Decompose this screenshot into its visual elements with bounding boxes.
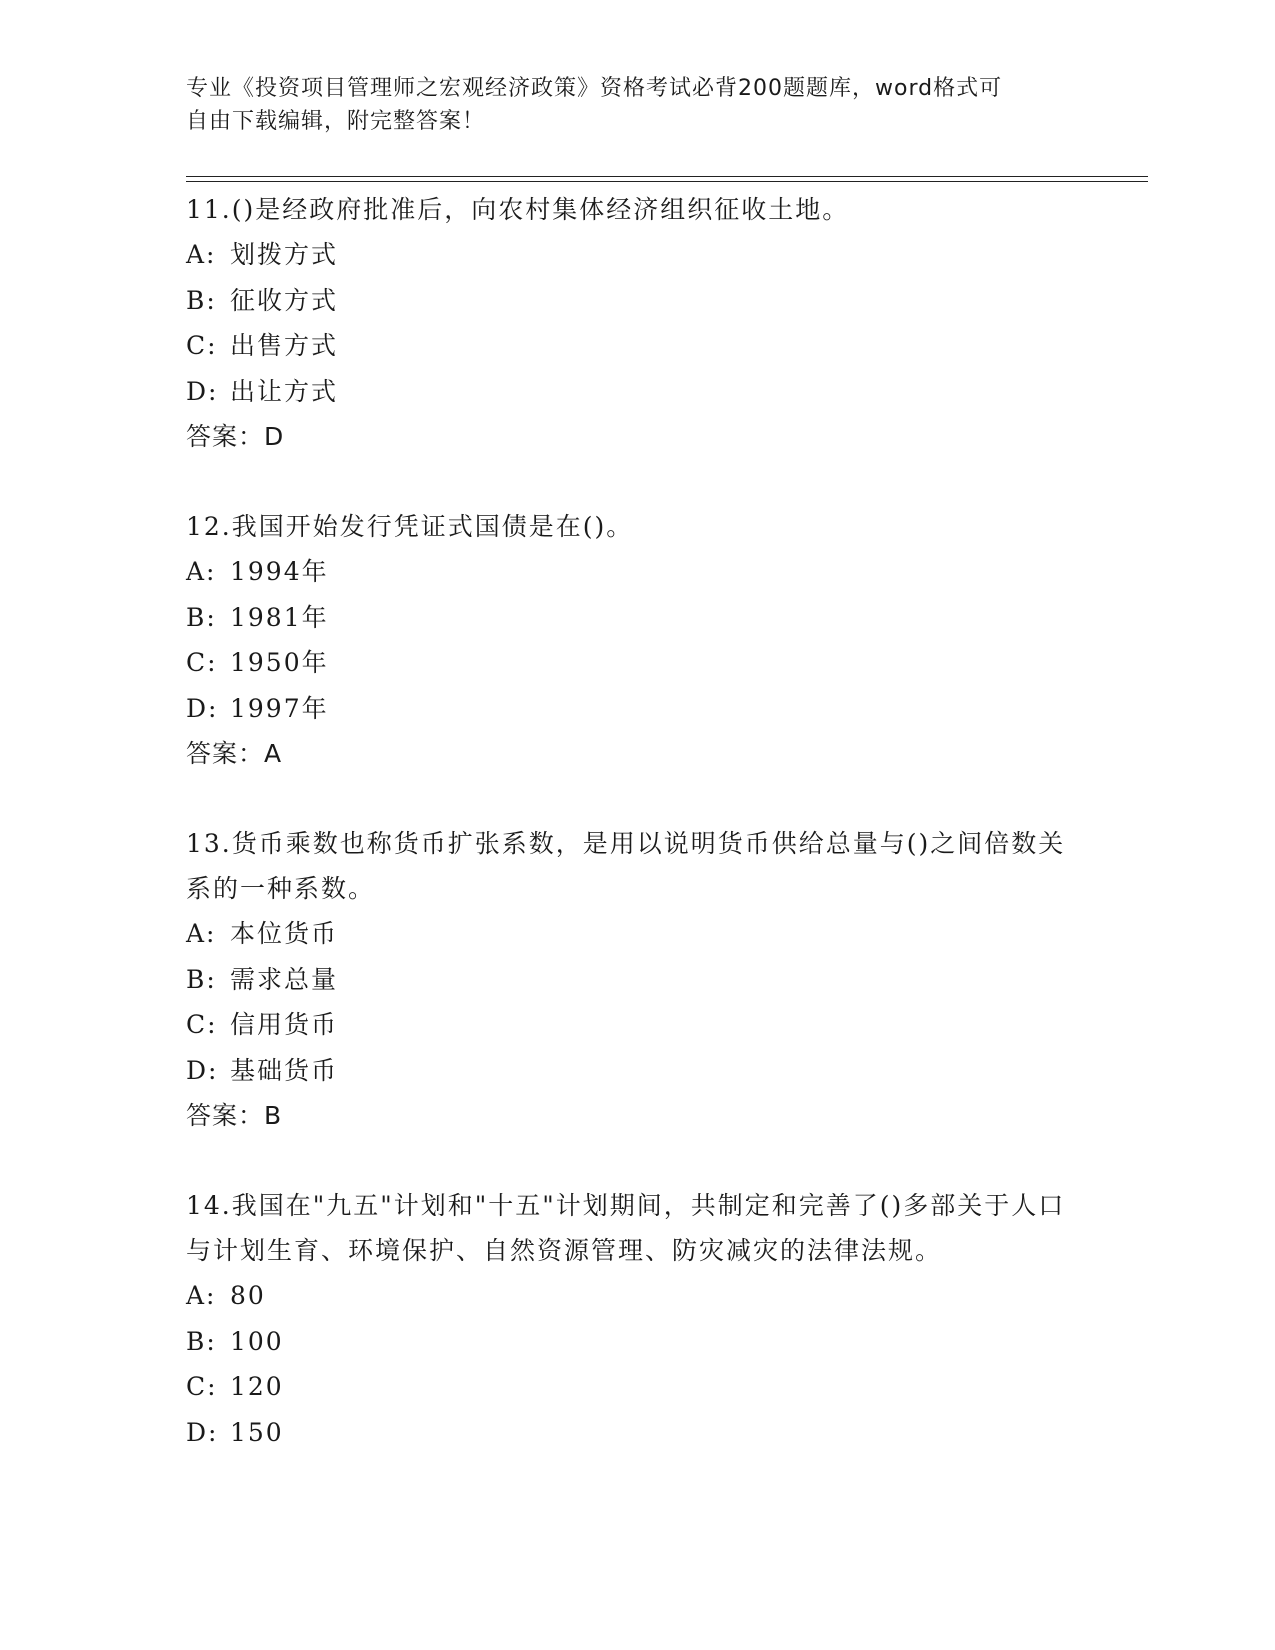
option-text: 划拨方式	[230, 240, 339, 269]
option-a	[186, 911, 1086, 957]
option-text: 1950年	[230, 648, 329, 677]
option-b	[186, 1319, 1086, 1365]
option-text: 基础货币	[230, 1055, 339, 1085]
header-divider-bottom	[186, 181, 1148, 182]
option-c	[186, 1364, 1086, 1410]
option-a	[186, 549, 1086, 595]
option-c	[186, 640, 1086, 686]
option-c	[186, 323, 1086, 369]
option-a	[186, 1273, 1086, 1319]
option-a	[186, 232, 1086, 278]
option-label: D:	[186, 376, 219, 406]
document-header	[186, 72, 1066, 138]
option-text: 需求总量	[230, 964, 339, 994]
option-b	[186, 278, 1086, 324]
question-item	[186, 1183, 1086, 1455]
option-d	[186, 686, 1086, 732]
option-text: 100	[230, 1326, 284, 1356]
header-divider-top	[186, 176, 1148, 177]
option-text: 120	[230, 1372, 284, 1401]
option-d	[186, 369, 1086, 415]
option-label: A:	[186, 557, 217, 586]
question-text: 14.我国在"九五"计划和"十五"计划期间，共制定和完善了()多部关于人口与计划生育、环境保护、自然资源管理、防灾减灾的法律法规。	[186, 1191, 1066, 1265]
option-d	[186, 1410, 1086, 1456]
option-text: 信用货币	[230, 1010, 339, 1039]
option-text: 本位货币	[230, 919, 339, 948]
option-label: A:	[186, 919, 217, 948]
option-label: B:	[186, 964, 217, 994]
header-line-1: 专业《投资项目管理师之宏观经济政策》资格考试必背200题题库，word格式可	[186, 76, 1003, 101]
option-text: 1994年	[230, 557, 329, 586]
answer-line: 答案：D	[186, 422, 285, 451]
option-text: 征收方式	[230, 285, 339, 315]
option-label: A:	[186, 1281, 217, 1310]
question-text: 12.我国开始发行凭证式国债是在()。	[186, 512, 634, 541]
option-label: D:	[186, 1055, 219, 1085]
option-text: 1981年	[230, 602, 329, 632]
question-text: 13.货币乘数也称货币扩张系数，是用以说明货币供给总量与()之间倍数关系的一种系数。	[186, 829, 1066, 903]
question-item	[186, 504, 1086, 776]
option-label: C:	[186, 1372, 218, 1401]
option-label: B:	[186, 1326, 217, 1356]
answer-line: 答案：B	[186, 1101, 283, 1130]
question-item	[186, 821, 1086, 1138]
question-text: 11.()是经政府批准后，向农村集体经济组织征收土地。	[186, 195, 850, 224]
option-label: B:	[186, 602, 217, 632]
option-label: D:	[186, 693, 219, 723]
option-b	[186, 957, 1086, 1003]
option-label: D:	[186, 1417, 219, 1447]
option-text: 80	[230, 1281, 266, 1310]
answer-line: 答案：A	[186, 739, 283, 768]
option-c	[186, 1002, 1086, 1048]
option-text: 1997年	[230, 693, 329, 723]
option-text: 出售方式	[230, 331, 339, 360]
option-b	[186, 595, 1086, 641]
option-label: A:	[186, 240, 217, 269]
question-list	[186, 187, 1086, 1500]
option-label: C:	[186, 331, 218, 360]
option-label: C:	[186, 648, 218, 677]
header-line-2: 自由下载编辑，附完整答案！	[186, 109, 486, 134]
option-text: 150	[230, 1417, 284, 1447]
option-text: 出让方式	[230, 376, 339, 406]
option-label: B:	[186, 285, 217, 315]
option-label: C:	[186, 1010, 218, 1039]
option-d	[186, 1048, 1086, 1094]
question-item	[186, 187, 1086, 459]
